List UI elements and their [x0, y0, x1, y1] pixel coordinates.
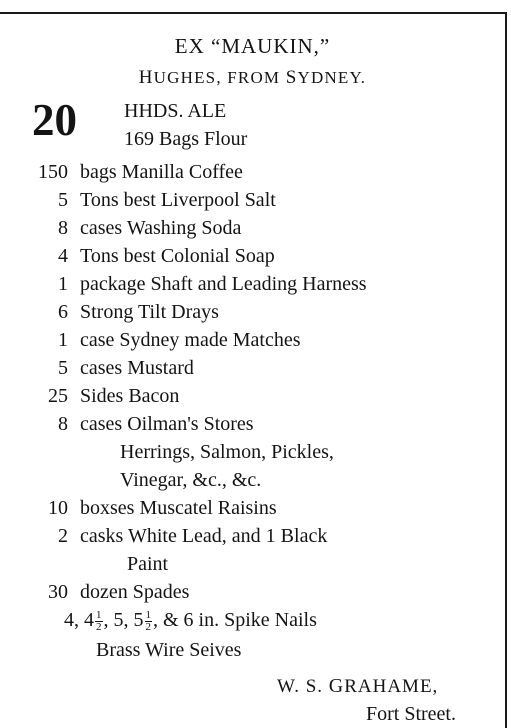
- nails-sizes-part: , & 6 in. Spike Nails: [153, 609, 317, 632]
- item-quantity: 8: [58, 413, 68, 435]
- item-description: cases Oilman's Stores: [80, 413, 254, 435]
- list-item: [28, 330, 300, 350]
- right-border-rule: [505, 12, 507, 728]
- list-item: [28, 358, 194, 378]
- master-name-rest: UGHES,: [153, 68, 222, 87]
- item-description: package Shaft and Leading Harness: [80, 273, 367, 295]
- lead-item-ale: HHDS. ALE: [124, 100, 227, 122]
- surname-rest: RAHAME,: [344, 676, 439, 697]
- half-fraction: $\frac{1}{2}$: [145, 609, 151, 633]
- list-item: [28, 162, 243, 182]
- item-quantity: 8: [58, 217, 68, 239]
- item-description: Sides Bacon: [80, 385, 180, 407]
- item-description: boxses Muscatel Raisins: [80, 497, 277, 519]
- list-item: [28, 414, 254, 434]
- item-description: Strong Tilt Drays: [80, 301, 219, 323]
- list-item: [28, 386, 179, 406]
- item-quantity: 1: [58, 273, 68, 295]
- item-description: Tons best Liverpool Salt: [80, 189, 276, 211]
- list-item: [28, 218, 241, 238]
- oilman-detail-line: Herrings, Salmon, Pickles,: [120, 441, 334, 463]
- spike-nails-line: [64, 610, 317, 633]
- half-fraction: $\frac{1}{2}$: [96, 609, 102, 633]
- surname-initial: G: [328, 675, 345, 697]
- list-item: [28, 498, 277, 518]
- lead-item-flour: 169 Bags Flour: [124, 128, 248, 150]
- item-description: case Sydney made Matches: [80, 329, 301, 351]
- item-quantity: 25: [48, 385, 68, 407]
- item-quantity: 4: [58, 245, 68, 267]
- item-quantity: 30: [48, 581, 68, 603]
- signature-initials: W. S.: [277, 676, 324, 697]
- item-description: Tons best Colonial Soap: [80, 245, 275, 267]
- origin-name-rest: YDNEY.: [297, 68, 367, 87]
- list-item: [28, 246, 275, 266]
- item-description: casks White Lead, and 1 Black: [80, 525, 328, 547]
- item-quantity: 5: [58, 189, 68, 211]
- item-description: cases Washing Soda: [80, 217, 242, 239]
- list-item: [28, 274, 367, 294]
- lead-quantity: 20: [32, 95, 77, 145]
- from-word: FROM: [227, 68, 281, 87]
- nails-sizes-part: , 5, 5: [103, 609, 144, 632]
- item-quantity: 10: [48, 497, 68, 519]
- signature-address: Fort Street.: [366, 703, 456, 725]
- top-border-rule: [0, 12, 505, 14]
- list-item: [28, 302, 219, 322]
- item-description: cases Mustard: [80, 357, 194, 379]
- ship-heading: EX “MAUKIN,”: [174, 34, 331, 58]
- item-description: bags Manilla Coffee: [80, 161, 243, 183]
- item-quantity: 6: [58, 301, 68, 323]
- origin-initial: S: [285, 67, 298, 88]
- ship-subheading: [0, 68, 505, 87]
- oilman-detail-line: Vinegar, &c., &c.: [120, 469, 262, 491]
- paint-continuation: Paint: [127, 553, 169, 575]
- list-item: [28, 526, 327, 546]
- master-initial: H: [138, 67, 154, 88]
- item-quantity: 150: [38, 161, 68, 183]
- list-item: [28, 582, 189, 602]
- list-item: [28, 190, 276, 210]
- item-quantity: 1: [58, 329, 68, 351]
- nails-sizes-part: 4, 4: [64, 609, 94, 632]
- item-description: dozen Spades: [80, 581, 190, 603]
- item-quantity: 5: [58, 357, 68, 379]
- item-quantity: 2: [58, 525, 68, 547]
- signature-name: [277, 676, 438, 696]
- brass-sieves-line: Brass Wire Seives: [96, 639, 242, 661]
